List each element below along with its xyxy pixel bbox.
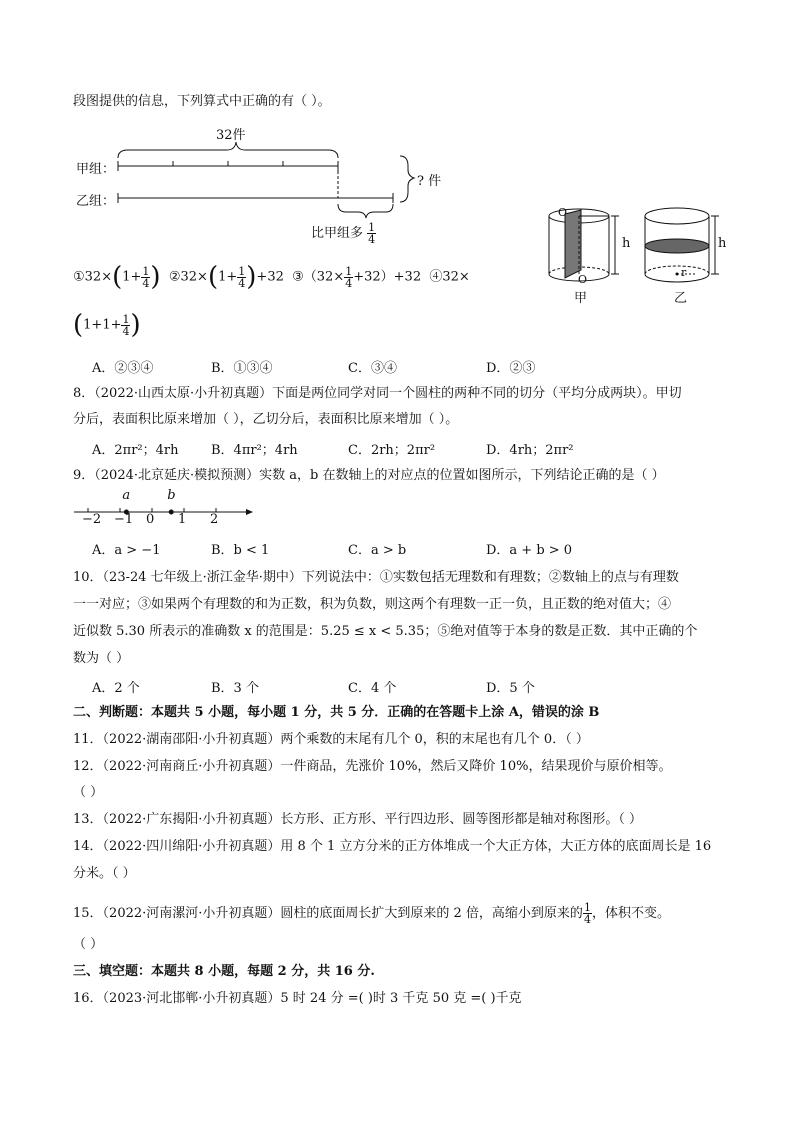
row2-label: 乙组： bbox=[76, 194, 116, 209]
f4-inner: 1+1+ bbox=[83, 317, 122, 333]
f2-pre: 32× bbox=[180, 269, 208, 285]
q7-intro: 段图提供的信息，下列算式中正确的有（ ）。 bbox=[73, 94, 331, 109]
q14-line2: 分米。（ ） bbox=[73, 866, 136, 881]
section2-heading: 二、判断题：本题共 5 小题，每小题 1 分，共 5 分．正确的在答题卡上涂 A，错误的涂 B bbox=[73, 705, 600, 720]
q8-line2: 分后，表面积比原来增加（ ），乙切分后，表面积比原来增加（ ）。 bbox=[73, 412, 459, 427]
q8-option-d[interactable]: D．4rh；2πr² bbox=[486, 443, 574, 458]
q10-option-b[interactable]: B．3 个 bbox=[211, 681, 259, 696]
f4-num: 1 bbox=[122, 312, 130, 326]
f1-pre: 32× bbox=[84, 269, 113, 285]
bottom-brace bbox=[338, 204, 393, 218]
q16: 16．（2023·河北邯郸·小升初真题）5 时 24 分 =( )时 3 千克 50 克 =( )千克 bbox=[73, 991, 522, 1006]
q7-formulas-line2: (1+1+ $\frac{1}{4}$ ) bbox=[73, 310, 141, 340]
cylinder-jia bbox=[549, 209, 619, 281]
f4-pre: 32× bbox=[442, 269, 470, 285]
q10-line3: 近似数 5.30 所表示的准确数 x 的范围是：5.25 ≤ x < 5.35；⑤绝对值等于本身的数是正数．其中正确的个 bbox=[73, 624, 698, 639]
label-h2: h bbox=[718, 236, 727, 251]
point-a-label: a bbox=[122, 488, 131, 503]
q7-option-b[interactable]: B．①③④ bbox=[211, 361, 273, 376]
top-brace bbox=[118, 142, 338, 158]
f2-post: +32 bbox=[256, 269, 284, 285]
f4-mark: ④ bbox=[429, 269, 443, 285]
frac-num: 1 bbox=[368, 221, 376, 234]
f2-inner: 1+ bbox=[218, 269, 238, 285]
q10-option-d[interactable]: D．5 个 bbox=[486, 681, 535, 696]
label-r: r bbox=[681, 266, 687, 279]
point-b-label: b bbox=[167, 488, 176, 503]
q9-line1: 9．（2024·北京延庆·模拟预测）实数 a，b 在数轴上的对应点的位置如图所示，下列结论正确的是（ ） bbox=[73, 468, 665, 483]
section3-heading: 三、填空题：本题共 8 小题，每题 2 分，共 16 分. bbox=[73, 964, 375, 979]
label-o-bottom: O bbox=[578, 273, 588, 286]
axis-tick-label: 2 bbox=[210, 512, 219, 527]
f2-num: 1 bbox=[238, 264, 246, 278]
top-label: 32件 bbox=[216, 128, 246, 143]
q10-option-a[interactable]: A．2 个 bbox=[92, 681, 140, 696]
q15-text-a: 15．（2022·河南漯河·小升初真题）圆柱的底面周长扩大到原来的 2 倍，高缩小到原来的 bbox=[73, 906, 583, 921]
q15-den: 4 bbox=[583, 913, 591, 926]
q15-line1 bbox=[73, 902, 670, 925]
q9-option-c[interactable]: C．a > b bbox=[348, 543, 407, 558]
more-label bbox=[311, 222, 376, 245]
point-b bbox=[169, 510, 174, 515]
f2-den: 4 bbox=[238, 276, 246, 290]
q7-option-c[interactable]: C．③④ bbox=[348, 361, 397, 376]
more-text: 比甲组多 bbox=[311, 226, 364, 241]
q13: 13．（2022·广东揭阳·小升初真题）长方形、正方形、平行四边形、圆等图形都是轴对称图形。（ ） bbox=[73, 812, 643, 827]
right-brace bbox=[400, 156, 414, 202]
frac-den: 4 bbox=[368, 233, 376, 246]
label-h1: h bbox=[622, 236, 631, 251]
q10-line2: 一一对应；③如果两个有理数的和为正数，积为负数，则这两个有理数一正一负，且正数的绝对值大；④ bbox=[73, 597, 672, 612]
axis-tick-label: 0 bbox=[146, 512, 155, 527]
axis-tick-label: 1 bbox=[178, 512, 187, 527]
f1-mark: ① bbox=[73, 269, 85, 285]
q15-fraction bbox=[583, 902, 592, 925]
q14-line1: 14．（2022·四川绵阳·小升初真题）用 8 个 1 立方分米的正方体堆成一个大正方体，大正方体的底面周长是 16 bbox=[73, 839, 712, 854]
q8-line1: 8．（2022·山西太原·小升初真题）下面是两位同学对同一个圆柱的两种不同的切分（平均分成两块）。甲切 bbox=[73, 386, 682, 401]
f1-num: 1 bbox=[142, 264, 150, 278]
q12-line2[interactable]: （ ） bbox=[73, 785, 104, 800]
q8-option-c[interactable]: C．2rh；2πr² bbox=[348, 443, 436, 458]
row1-label: 甲组： bbox=[76, 162, 116, 177]
f3-b: +32）+32 bbox=[353, 269, 422, 285]
f3-mark: ③ bbox=[292, 269, 304, 285]
q15-num: 1 bbox=[583, 901, 591, 914]
q8-option-a[interactable]: A．2πr²；4rh bbox=[92, 443, 179, 458]
f3-num: 1 bbox=[345, 264, 353, 278]
question-label: ? 件 bbox=[417, 174, 442, 189]
q10-line4: 数为（ ） bbox=[73, 651, 130, 666]
segment-diagram bbox=[70, 118, 450, 258]
caption-left: 甲 bbox=[574, 291, 588, 306]
f1-inner: 1+ bbox=[122, 269, 142, 285]
f3-den: 4 bbox=[345, 276, 353, 290]
caption-right: 乙 bbox=[674, 291, 688, 306]
f3-a: （32× bbox=[303, 269, 345, 285]
q11: 11．（2022·湖南邵阳·小升初真题）两个乘数的末尾有几个 0，积的末尾也有几个 0．（ ） bbox=[73, 732, 589, 747]
q15-text-b: ，体积不变。 bbox=[591, 906, 670, 921]
q7-option-d[interactable]: D．②③ bbox=[486, 361, 536, 376]
q10-option-c[interactable]: C．4 个 bbox=[348, 681, 397, 696]
axis-tick-label: −2 bbox=[82, 512, 102, 527]
q9-option-d[interactable]: D．a + b > 0 bbox=[486, 543, 573, 558]
f4-den: 4 bbox=[122, 324, 130, 338]
q9-option-a[interactable]: A．a > −1 bbox=[92, 543, 161, 558]
q10-line1: 10．（23-24 七年级上·浙江金华·期中）下列说法中：①实数包括无理数和有理数；②数轴上的点与有理数 bbox=[73, 570, 679, 585]
label-o-top: O bbox=[558, 206, 568, 219]
axis-tick-label: −1 bbox=[114, 512, 134, 527]
f3-fraction bbox=[344, 266, 353, 289]
more-fraction bbox=[367, 222, 376, 245]
q9-option-b[interactable]: B．b < 1 bbox=[211, 543, 270, 558]
q15-line2[interactable]: （ ） bbox=[73, 937, 104, 952]
q8-option-b[interactable]: B．4πr²；4rh bbox=[211, 443, 298, 458]
q7-formulas-line1: ①32×(1+ $\frac{1}{4}$ ) ②32×(1+ $\frac{1}{4}$ )+32 ③（32× $\frac{1}{4}$ +32）+32 ④32× bbox=[73, 262, 470, 292]
f1-den: 4 bbox=[142, 276, 150, 290]
f2-fraction bbox=[237, 266, 246, 289]
q7-option-a[interactable]: A．②③④ bbox=[92, 361, 154, 376]
f2-mark: ② bbox=[168, 269, 181, 285]
q12-line1: 12．（2022·河南商丘·小升初真题）一件商品，先涨价 10%，然后又降价 10%，结果现价与原价相等。 bbox=[73, 759, 672, 774]
